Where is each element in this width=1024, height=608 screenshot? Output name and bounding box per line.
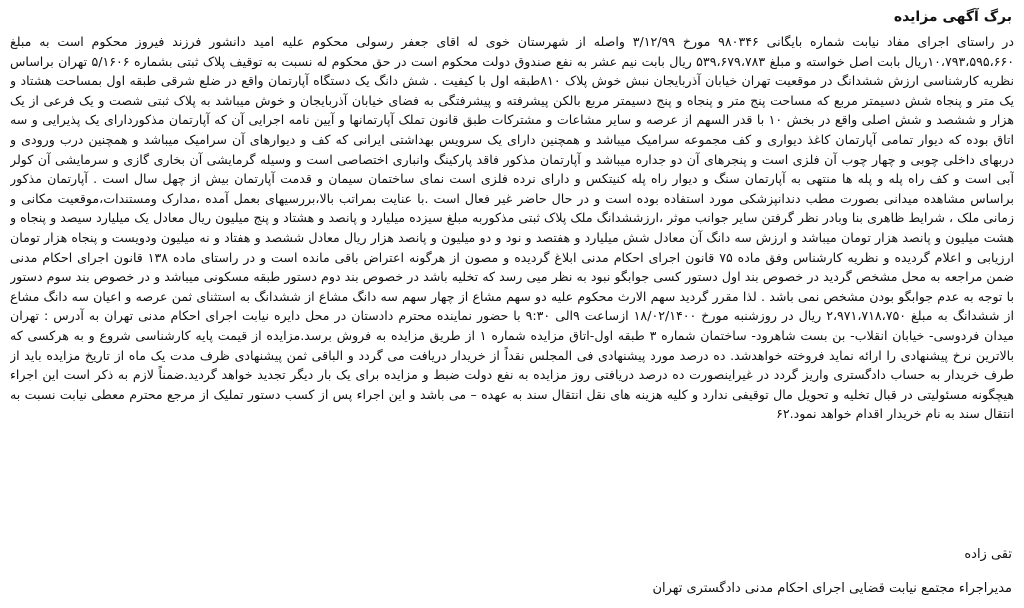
signature-office: مدیراجراء مجتمع نیابت قضایی اجرای احکام مدنی دادگستری تهران — [652, 581, 1012, 596]
notice-body: در راستای اجرای مفاد نیابت شماره بایگانی ۹۸۰۳۴۶ مورخ ۳/۱۲/۹۹ واصله از شهرستان خوی له اقای جعفر رسولی محکوم علیه امید دانشور فرزند فیروز محکوم است به مبلغ ۱۰،۷۹۳،۵۹۵،۶۶۰ریال بابت اصل خواسته و مبلغ ۵۳۹،۶۷۹،۷۸۳ ریال بابت نیم عشر به نفع صندوق دولت محکوم است در حق محکوم له نسبت به توقیف پلاک ثبتی بشماره ۵/۱۶۰۶ تهران براساس نظریه کارشناسی ارزش ششدانگ در موقعیت تهران خیابان آذربایجان نبش خوش پلاک ۸۱۰طبقه اول با کیفیت . شش دانگ یک دستگاه آپارتمان واقع در ضلع شرقی طبقه اول بمساحت هشتاد و یک متر و پنجاه شش دسیمتر مربع که مساحت پنج متر و پنجاه و پنج دسیمتر مربع بالکن پیشرفته و پیشرفتگی به فضای خیابان آذربایجان و خوش میباشد به پلاک ثبتی شصت و یک فرعی از یک هزار و ششصد و شش اصلی واقع در بخش ۱۰ با قدر السهم از عرصه و سایر مشاعات و مشترکات طبق قانون تملک آپارتمانها و آیین نامه اجرایی آن که آپارتمان مذکوردارای یک پذیرایی و سه اتاق بوده که دیوار تمامی آپارتمان کاغذ دیواری و کف مجموعه سرامیک میباشد و همچنین دارای یک سرویس بهداشتی ایرانی که کف و دیوارهای آن سرامیک میباشد و همچنین درب ورودی و دربهای داخلی چوبی و چهار چوب آن فلزی است و پنجرهای آن دو جداره میباشد و آپارتمان مذکور فاقد پارکینگ وانباری اختصاصی است و وسیله گرمایشی آن بخاری گازی و سرمایشی آن کولر آبی است و کف راه پله و پله ها منتهی به آپارتمان سنگ و دیوار راه پله کنیتکس و دارای نرده فلزی است نمای ساختمان سیمان و قدمت آپارتمان بیش از چهل سال است . آپارتمان مذکور براساس مشاهده میدانی بصورت مطب دندانپزشکی مورد استفاده بوده است و در حال حاضر غیر فعال است .با عنایت بمراتب بالا،بررسیهای بعمل آمده ،مدارک ومستندات،موقعیت مکانی و زمانی ملک ، شرایط ظاهری بنا وبادر نظر گرفتن سایر جوانب موثر ،ارزششدانگ ملک پلاک ثبتی مذکوربه مبلغ سیزده میلیارد و پانصد و هشتاد و پنج میلیون ریال معادل یک میلیارد سیصد و پنجاه و هشت میلیون و پانصد هزار تومان میباشد و ارزش سه دانگ آن معادل شش میلیارد و هفتصد و نود و دو میلیون و پانصد هزار ریال معادل ششصد و هفتاد و نه میلیون ودویست و پنجاه هزار تومان ارزیابی و اعلام گردیده و نظریه کارشناس وفق ماده ۷۵ قانون اجرای احکام مدنی ابلاغ گردیده و مصون از هرگونه اعتراض باقی مانده است و در راستای ماده ۱۳۸ قانون اجرای احکام مدنی ضمن مراجعه به محل مشخص گردید در خصوص بند اول دستور کسی جوابگو نبود به نظر میی رسد که تخلیه باشد در خصوص بند دوم دستور طبقه مسکونی میباشد و در خصوص بند سوم دستور با توجه به عدم جوابگو بودن مشخص نمی باشد . لذا مقرر گردید سهم الارث محکوم علیه دو سهم مشاع از چهار سهم سه دانگ مشاع از ششدانگ به استثنای ثمن عرصه و اعیان سه دانگ مشاع از ششدانگ به مبلغ ۲،۹۷۱،۷۱۸،۷۵۰ ریال در روزشنبه مورخ ۱۸/۰۲/۱۴۰۰ ازساعت ۹الی ۹:۳۰ با حضور نماینده محترم دادستان در محل دایره نیابت اجرای احکام مدنی تهران به آدرس : تهران میدان فردوسی- خیابان انقلاب- بن بست شاهرود- ساختمان شماره ۳ طبقه اول-اتاق مزایده شماره ۱ از طریق مزایده به فروش برسد.مزایده از قیمت پایه کارشناسی شروع و به هرکسی که بالاترین نرخ پیشنهادی را ارائه نماید فروخته خواهدشد. ده درصد مورد پیشنهادی فی المجلس نقداً از خریدار دریافت می گردد و الباقی ثمن پیشنهادی ظرف مدت یک ماه از تاریخ مزایده باید از طرف خریدار به حساب دادگستری واریز گردد در غیراینصورت ده درصد دریافتی روز مزایده به نفع دولت ضبط و مزایده برای یک بار دیگر تجدید خواهد گردید.ضمناً لازم به ذکر است این اجراء هیچگونه مسئولیتی در قبال تخلیه و تحویل مال توقیفی ندارد و کلیه هزینه های نقل انتقال سند به عهده – می باشد و این اجراء پس از کسب دستور تملیک از مرجع محترم معطی نیابت نسبت به انتقال سند به نام خریدار اقدام خواهد نمود.۶۲ — [10, 34, 1014, 422]
signature-name: تقی زاده — [964, 547, 1012, 562]
notice-title: برگ آگهی مزایده — [893, 9, 1012, 25]
